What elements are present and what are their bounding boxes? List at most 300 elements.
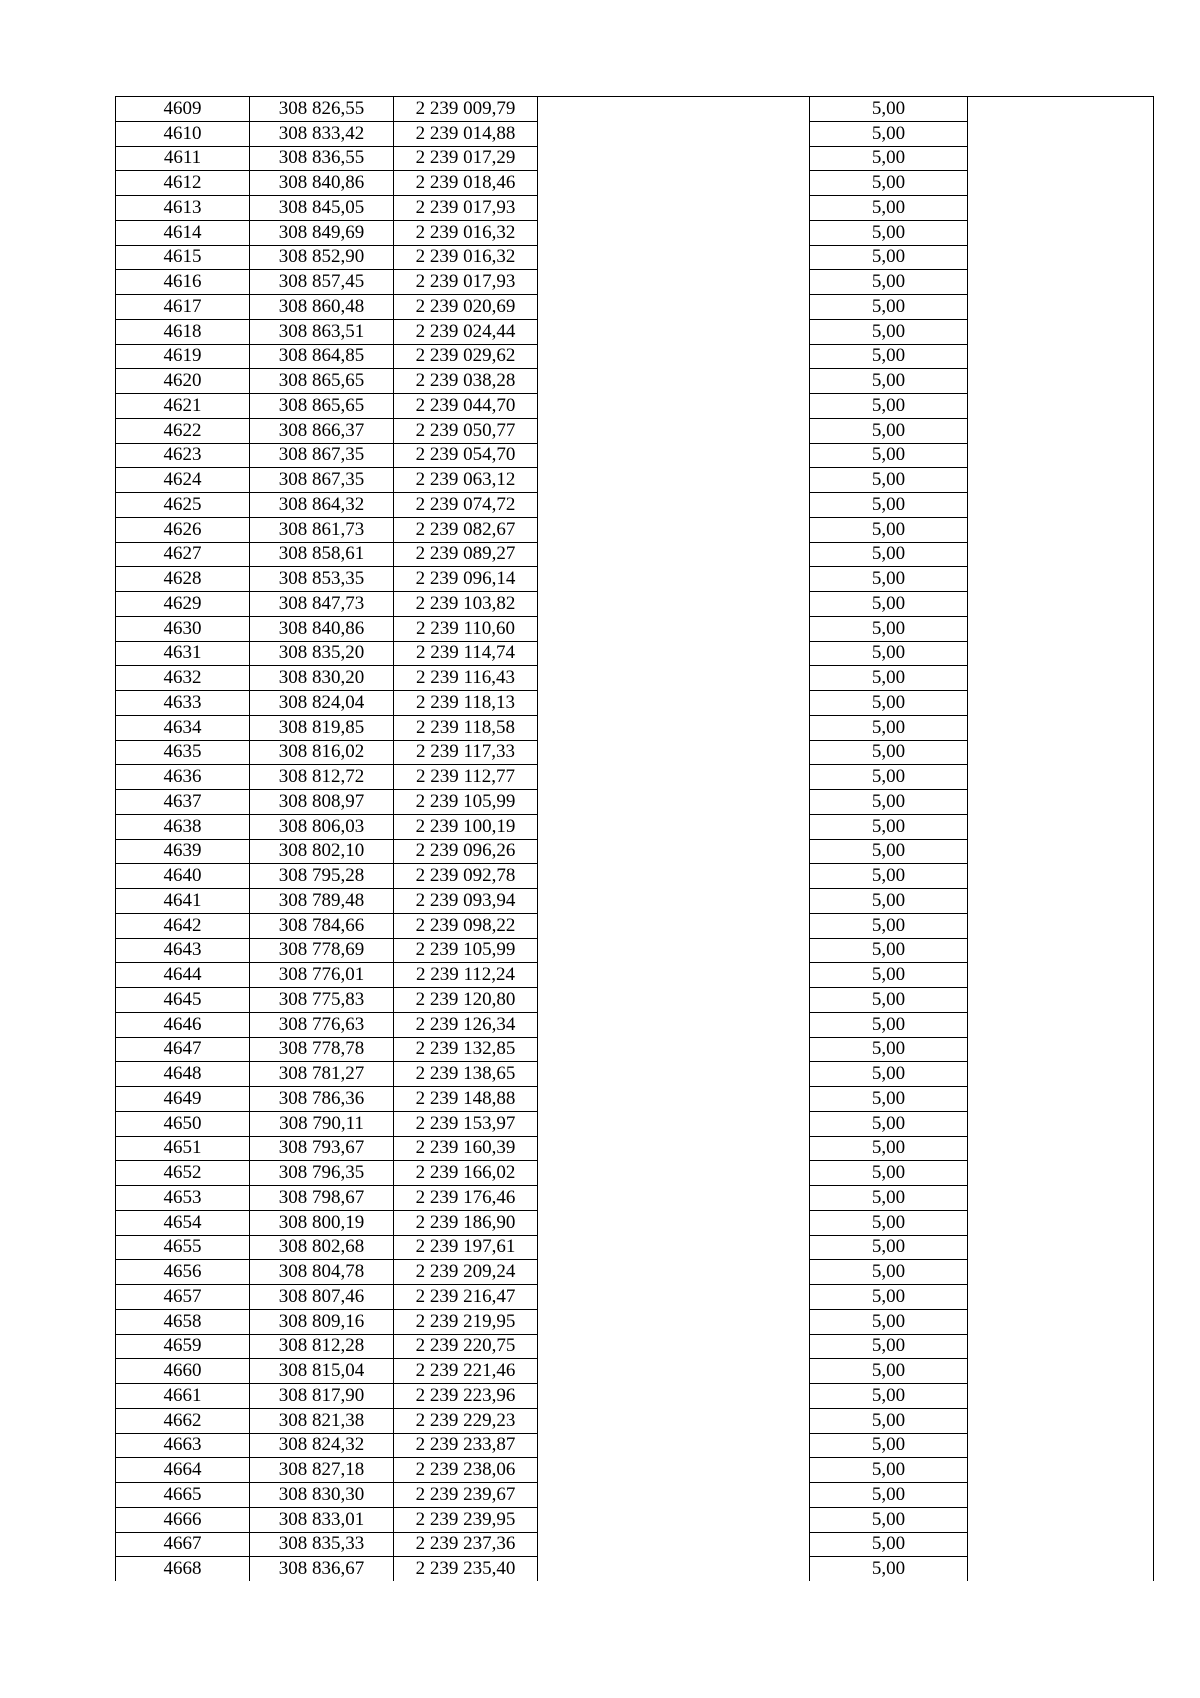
value-cell: 5,00 <box>810 97 968 122</box>
empty-cell <box>538 1532 810 1557</box>
point-number-cell: 4636 <box>116 765 250 790</box>
value-cell: 5,00 <box>810 1507 968 1532</box>
y-coordinate-cell: 2 239 229,23 <box>394 1408 538 1433</box>
value-cell: 5,00 <box>810 1285 968 1310</box>
y-coordinate-cell: 2 239 074,72 <box>394 493 538 518</box>
table-row <box>116 344 1154 369</box>
x-coordinate-cell: 308 840,86 <box>250 171 394 196</box>
point-number-cell: 4615 <box>116 245 250 270</box>
empty-cell <box>968 691 1154 716</box>
empty-cell <box>968 666 1154 691</box>
empty-cell <box>538 295 810 320</box>
x-coordinate-cell: 308 824,32 <box>250 1433 394 1458</box>
x-coordinate-cell: 308 784,66 <box>250 913 394 938</box>
table-row <box>116 1136 1154 1161</box>
value-cell: 5,00 <box>810 963 968 988</box>
empty-cell <box>538 245 810 270</box>
point-number-cell: 4662 <box>116 1408 250 1433</box>
empty-cell <box>968 97 1154 122</box>
point-number-cell: 4616 <box>116 270 250 295</box>
point-number-cell: 4651 <box>116 1136 250 1161</box>
empty-cell <box>538 839 810 864</box>
y-coordinate-cell: 2 239 103,82 <box>394 592 538 617</box>
empty-cell <box>968 1483 1154 1508</box>
empty-cell <box>968 790 1154 815</box>
value-cell: 5,00 <box>810 443 968 468</box>
table-row <box>116 1334 1154 1359</box>
empty-cell <box>968 542 1154 567</box>
value-cell: 5,00 <box>810 1087 968 1112</box>
y-coordinate-cell: 2 239 044,70 <box>394 394 538 419</box>
point-number-cell: 4640 <box>116 864 250 889</box>
value-cell: 5,00 <box>810 344 968 369</box>
empty-cell <box>968 295 1154 320</box>
value-cell: 5,00 <box>810 864 968 889</box>
point-number-cell: 4659 <box>116 1334 250 1359</box>
point-number-cell: 4620 <box>116 369 250 394</box>
value-cell: 5,00 <box>810 493 968 518</box>
x-coordinate-cell: 308 790,11 <box>250 1111 394 1136</box>
table-body <box>116 97 1154 1582</box>
y-coordinate-cell: 2 239 096,14 <box>394 567 538 592</box>
empty-cell <box>538 517 810 542</box>
y-coordinate-cell: 2 239 239,95 <box>394 1507 538 1532</box>
coordinates-table <box>115 96 1154 1581</box>
value-cell: 5,00 <box>810 1384 968 1409</box>
table-row <box>116 1557 1154 1581</box>
x-coordinate-cell: 308 860,48 <box>250 295 394 320</box>
empty-cell <box>538 121 810 146</box>
table-row <box>116 1483 1154 1508</box>
x-coordinate-cell: 308 812,28 <box>250 1334 394 1359</box>
empty-cell <box>538 938 810 963</box>
y-coordinate-cell: 2 239 233,87 <box>394 1433 538 1458</box>
empty-cell <box>968 1433 1154 1458</box>
empty-cell <box>968 418 1154 443</box>
x-coordinate-cell: 308 802,68 <box>250 1235 394 1260</box>
empty-cell <box>968 1458 1154 1483</box>
x-coordinate-cell: 308 847,73 <box>250 592 394 617</box>
value-cell: 5,00 <box>810 418 968 443</box>
empty-cell <box>538 1037 810 1062</box>
table-row <box>116 1309 1154 1334</box>
empty-cell <box>968 765 1154 790</box>
point-number-cell: 4628 <box>116 567 250 592</box>
empty-cell <box>538 1334 810 1359</box>
value-cell: 5,00 <box>810 468 968 493</box>
y-coordinate-cell: 2 239 148,88 <box>394 1087 538 1112</box>
empty-cell <box>968 517 1154 542</box>
value-cell: 5,00 <box>810 542 968 567</box>
empty-cell <box>968 1037 1154 1062</box>
empty-cell <box>538 1309 810 1334</box>
point-number-cell: 4613 <box>116 196 250 221</box>
y-coordinate-cell: 2 239 237,36 <box>394 1532 538 1557</box>
table-row <box>116 295 1154 320</box>
value-cell: 5,00 <box>810 790 968 815</box>
empty-cell <box>968 1136 1154 1161</box>
point-number-cell: 4623 <box>116 443 250 468</box>
empty-cell <box>538 1408 810 1433</box>
value-cell: 5,00 <box>810 245 968 270</box>
point-number-cell: 4635 <box>116 740 250 765</box>
x-coordinate-cell: 308 853,35 <box>250 567 394 592</box>
table-row <box>116 715 1154 740</box>
empty-cell <box>538 418 810 443</box>
empty-cell <box>538 1186 810 1211</box>
empty-cell <box>538 146 810 171</box>
empty-cell <box>968 1507 1154 1532</box>
x-coordinate-cell: 308 836,67 <box>250 1557 394 1581</box>
table-row <box>116 319 1154 344</box>
empty-cell <box>968 1334 1154 1359</box>
empty-cell <box>968 1161 1154 1186</box>
value-cell: 5,00 <box>810 1557 968 1581</box>
empty-cell <box>968 121 1154 146</box>
point-number-cell: 4654 <box>116 1210 250 1235</box>
empty-cell <box>538 1285 810 1310</box>
point-number-cell: 4649 <box>116 1087 250 1112</box>
x-coordinate-cell: 308 819,85 <box>250 715 394 740</box>
value-cell: 5,00 <box>810 171 968 196</box>
table-row <box>116 641 1154 666</box>
empty-cell <box>968 1532 1154 1557</box>
point-number-cell: 4641 <box>116 889 250 914</box>
y-coordinate-cell: 2 239 089,27 <box>394 542 538 567</box>
x-coordinate-cell: 308 858,61 <box>250 542 394 567</box>
y-coordinate-cell: 2 239 116,43 <box>394 666 538 691</box>
value-cell: 5,00 <box>810 567 968 592</box>
y-coordinate-cell: 2 239 221,46 <box>394 1359 538 1384</box>
y-coordinate-cell: 2 239 118,58 <box>394 715 538 740</box>
table-row <box>116 1260 1154 1285</box>
x-coordinate-cell: 308 815,04 <box>250 1359 394 1384</box>
point-number-cell: 4656 <box>116 1260 250 1285</box>
value-cell: 5,00 <box>810 270 968 295</box>
empty-cell <box>968 344 1154 369</box>
y-coordinate-cell: 2 239 029,62 <box>394 344 538 369</box>
x-coordinate-cell: 308 830,20 <box>250 666 394 691</box>
x-coordinate-cell: 308 776,63 <box>250 1012 394 1037</box>
x-coordinate-cell: 308 800,19 <box>250 1210 394 1235</box>
x-coordinate-cell: 308 836,55 <box>250 146 394 171</box>
empty-cell <box>538 1161 810 1186</box>
empty-cell <box>968 1111 1154 1136</box>
x-coordinate-cell: 308 827,18 <box>250 1458 394 1483</box>
empty-cell <box>968 1285 1154 1310</box>
empty-cell <box>968 913 1154 938</box>
point-number-cell: 4637 <box>116 790 250 815</box>
value-cell: 5,00 <box>810 740 968 765</box>
y-coordinate-cell: 2 239 020,69 <box>394 295 538 320</box>
table-row <box>116 121 1154 146</box>
point-number-cell: 4653 <box>116 1186 250 1211</box>
empty-cell <box>968 1012 1154 1037</box>
empty-cell <box>968 220 1154 245</box>
y-coordinate-cell: 2 239 093,94 <box>394 889 538 914</box>
value-cell: 5,00 <box>810 196 968 221</box>
point-number-cell: 4665 <box>116 1483 250 1508</box>
table-row <box>116 468 1154 493</box>
value-cell: 5,00 <box>810 641 968 666</box>
value-cell: 5,00 <box>810 121 968 146</box>
y-coordinate-cell: 2 239 098,22 <box>394 913 538 938</box>
empty-cell <box>968 864 1154 889</box>
x-coordinate-cell: 308 807,46 <box>250 1285 394 1310</box>
y-coordinate-cell: 2 239 016,32 <box>394 220 538 245</box>
table-row <box>116 814 1154 839</box>
empty-cell <box>538 864 810 889</box>
table-row <box>116 666 1154 691</box>
value-cell: 5,00 <box>810 319 968 344</box>
point-number-cell: 4660 <box>116 1359 250 1384</box>
x-coordinate-cell: 308 852,90 <box>250 245 394 270</box>
empty-cell <box>968 1408 1154 1433</box>
point-number-cell: 4652 <box>116 1161 250 1186</box>
table-row <box>116 394 1154 419</box>
y-coordinate-cell: 2 239 153,97 <box>394 1111 538 1136</box>
table-row <box>116 889 1154 914</box>
empty-cell <box>538 765 810 790</box>
empty-cell <box>968 889 1154 914</box>
x-coordinate-cell: 308 806,03 <box>250 814 394 839</box>
x-coordinate-cell: 308 861,73 <box>250 517 394 542</box>
y-coordinate-cell: 2 239 110,60 <box>394 616 538 641</box>
value-cell: 5,00 <box>810 616 968 641</box>
empty-cell <box>968 369 1154 394</box>
point-number-cell: 4663 <box>116 1433 250 1458</box>
empty-cell <box>968 443 1154 468</box>
empty-cell <box>538 1507 810 1532</box>
empty-cell <box>538 344 810 369</box>
table-row <box>116 245 1154 270</box>
empty-cell <box>538 1087 810 1112</box>
point-number-cell: 4644 <box>116 963 250 988</box>
point-number-cell: 4661 <box>116 1384 250 1409</box>
y-coordinate-cell: 2 239 223,96 <box>394 1384 538 1409</box>
point-number-cell: 4619 <box>116 344 250 369</box>
point-number-cell: 4657 <box>116 1285 250 1310</box>
table-row <box>116 1359 1154 1384</box>
table-row <box>116 938 1154 963</box>
y-coordinate-cell: 2 239 100,19 <box>394 814 538 839</box>
x-coordinate-cell: 308 809,16 <box>250 1309 394 1334</box>
y-coordinate-cell: 2 239 017,93 <box>394 270 538 295</box>
value-cell: 5,00 <box>810 1161 968 1186</box>
y-coordinate-cell: 2 239 160,39 <box>394 1136 538 1161</box>
y-coordinate-cell: 2 239 138,65 <box>394 1062 538 1087</box>
empty-cell <box>538 1384 810 1409</box>
y-coordinate-cell: 2 239 014,88 <box>394 121 538 146</box>
table-row <box>116 443 1154 468</box>
y-coordinate-cell: 2 239 092,78 <box>394 864 538 889</box>
y-coordinate-cell: 2 239 118,13 <box>394 691 538 716</box>
empty-cell <box>968 641 1154 666</box>
empty-cell <box>538 1260 810 1285</box>
y-coordinate-cell: 2 239 082,67 <box>394 517 538 542</box>
table-row <box>116 839 1154 864</box>
value-cell: 5,00 <box>810 1037 968 1062</box>
x-coordinate-cell: 308 864,85 <box>250 344 394 369</box>
table-row <box>116 1111 1154 1136</box>
value-cell: 5,00 <box>810 814 968 839</box>
table-row <box>116 196 1154 221</box>
y-coordinate-cell: 2 239 209,24 <box>394 1260 538 1285</box>
y-coordinate-cell: 2 239 009,79 <box>394 97 538 122</box>
y-coordinate-cell: 2 239 117,33 <box>394 740 538 765</box>
y-coordinate-cell: 2 239 220,75 <box>394 1334 538 1359</box>
point-number-cell: 4664 <box>116 1458 250 1483</box>
empty-cell <box>538 1557 810 1581</box>
table-row <box>116 1408 1154 1433</box>
empty-cell <box>968 196 1154 221</box>
point-number-cell: 4645 <box>116 988 250 1013</box>
empty-cell <box>968 1359 1154 1384</box>
empty-cell <box>968 245 1154 270</box>
empty-cell <box>968 592 1154 617</box>
empty-cell <box>538 666 810 691</box>
empty-cell <box>538 1062 810 1087</box>
empty-cell <box>538 319 810 344</box>
x-coordinate-cell: 308 778,69 <box>250 938 394 963</box>
table-row <box>116 1037 1154 1062</box>
table-row <box>116 1384 1154 1409</box>
point-number-cell: 4611 <box>116 146 250 171</box>
table-row <box>116 1285 1154 1310</box>
point-number-cell: 4625 <box>116 493 250 518</box>
empty-cell <box>968 394 1154 419</box>
empty-cell <box>968 1087 1154 1112</box>
x-coordinate-cell: 308 824,04 <box>250 691 394 716</box>
x-coordinate-cell: 308 775,83 <box>250 988 394 1013</box>
empty-cell <box>968 1186 1154 1211</box>
value-cell: 5,00 <box>810 394 968 419</box>
table-row <box>116 592 1154 617</box>
empty-cell <box>538 814 810 839</box>
table-row <box>116 97 1154 122</box>
empty-cell <box>538 567 810 592</box>
point-number-cell: 4609 <box>116 97 250 122</box>
x-coordinate-cell: 308 793,67 <box>250 1136 394 1161</box>
y-coordinate-cell: 2 239 105,99 <box>394 938 538 963</box>
y-coordinate-cell: 2 239 038,28 <box>394 369 538 394</box>
point-number-cell: 4612 <box>116 171 250 196</box>
y-coordinate-cell: 2 239 114,74 <box>394 641 538 666</box>
point-number-cell: 4622 <box>116 418 250 443</box>
empty-cell <box>538 270 810 295</box>
empty-cell <box>538 1136 810 1161</box>
table-row <box>116 1062 1154 1087</box>
empty-cell <box>538 1433 810 1458</box>
empty-cell <box>538 790 810 815</box>
value-cell: 5,00 <box>810 889 968 914</box>
empty-cell <box>968 616 1154 641</box>
empty-cell <box>968 1260 1154 1285</box>
y-coordinate-cell: 2 239 197,61 <box>394 1235 538 1260</box>
point-number-cell: 4639 <box>116 839 250 864</box>
table-row <box>116 270 1154 295</box>
value-cell: 5,00 <box>810 1458 968 1483</box>
empty-cell <box>968 171 1154 196</box>
table-row <box>116 542 1154 567</box>
value-cell: 5,00 <box>810 1408 968 1433</box>
y-coordinate-cell: 2 239 126,34 <box>394 1012 538 1037</box>
table-row <box>116 1235 1154 1260</box>
y-coordinate-cell: 2 239 235,40 <box>394 1557 538 1581</box>
value-cell: 5,00 <box>810 1433 968 1458</box>
point-number-cell: 4610 <box>116 121 250 146</box>
value-cell: 5,00 <box>810 1532 968 1557</box>
table-row <box>116 790 1154 815</box>
empty-cell <box>538 616 810 641</box>
x-coordinate-cell: 308 867,35 <box>250 468 394 493</box>
value-cell: 5,00 <box>810 1260 968 1285</box>
x-coordinate-cell: 308 833,42 <box>250 121 394 146</box>
empty-cell <box>968 1557 1154 1581</box>
x-coordinate-cell: 308 789,48 <box>250 889 394 914</box>
empty-cell <box>538 394 810 419</box>
x-coordinate-cell: 308 857,45 <box>250 270 394 295</box>
table-row <box>116 691 1154 716</box>
point-number-cell: 4621 <box>116 394 250 419</box>
table-row <box>116 567 1154 592</box>
point-number-cell: 4647 <box>116 1037 250 1062</box>
value-cell: 5,00 <box>810 146 968 171</box>
x-coordinate-cell: 308 817,90 <box>250 1384 394 1409</box>
y-coordinate-cell: 2 239 024,44 <box>394 319 538 344</box>
empty-cell <box>538 1210 810 1235</box>
empty-cell <box>538 889 810 914</box>
point-number-cell: 4614 <box>116 220 250 245</box>
empty-cell <box>968 1384 1154 1409</box>
y-coordinate-cell: 2 239 132,85 <box>394 1037 538 1062</box>
x-coordinate-cell: 308 804,78 <box>250 1260 394 1285</box>
empty-cell <box>538 542 810 567</box>
x-coordinate-cell: 308 808,97 <box>250 790 394 815</box>
point-number-cell: 4667 <box>116 1532 250 1557</box>
x-coordinate-cell: 308 812,72 <box>250 765 394 790</box>
point-number-cell: 4643 <box>116 938 250 963</box>
empty-cell <box>968 839 1154 864</box>
table-row <box>116 765 1154 790</box>
table-row <box>116 740 1154 765</box>
table-row <box>116 1210 1154 1235</box>
x-coordinate-cell: 308 795,28 <box>250 864 394 889</box>
table-row <box>116 913 1154 938</box>
value-cell: 5,00 <box>810 1235 968 1260</box>
empty-cell <box>968 1309 1154 1334</box>
x-coordinate-cell: 308 802,10 <box>250 839 394 864</box>
value-cell: 5,00 <box>810 1111 968 1136</box>
table-row <box>116 864 1154 889</box>
x-coordinate-cell: 308 826,55 <box>250 97 394 122</box>
y-coordinate-cell: 2 239 054,70 <box>394 443 538 468</box>
point-number-cell: 4618 <box>116 319 250 344</box>
point-number-cell: 4627 <box>116 542 250 567</box>
empty-cell <box>968 988 1154 1013</box>
table-row <box>116 963 1154 988</box>
value-cell: 5,00 <box>810 1210 968 1235</box>
empty-cell <box>968 1235 1154 1260</box>
empty-cell <box>538 1483 810 1508</box>
empty-cell <box>538 988 810 1013</box>
point-number-cell: 4642 <box>116 913 250 938</box>
x-coordinate-cell: 308 849,69 <box>250 220 394 245</box>
y-coordinate-cell: 2 239 016,32 <box>394 245 538 270</box>
empty-cell <box>538 171 810 196</box>
point-number-cell: 4655 <box>116 1235 250 1260</box>
y-coordinate-cell: 2 239 216,47 <box>394 1285 538 1310</box>
